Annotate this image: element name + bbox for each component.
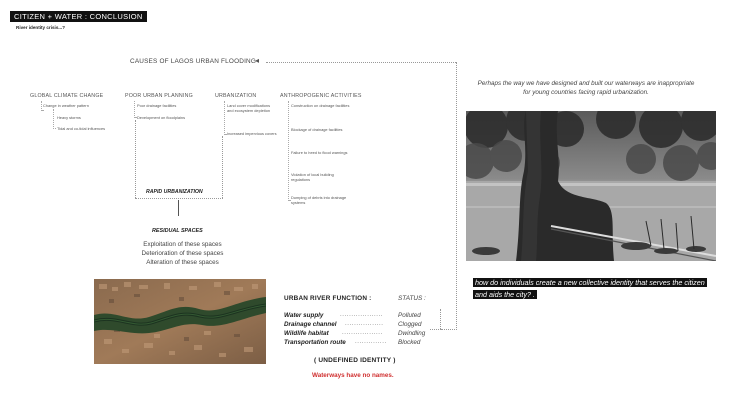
table-row xyxy=(284,339,346,346)
cause-item: Heavy storms xyxy=(57,115,81,120)
category-anthropogenic: ANTHROPOGENIC ACTIVITIES xyxy=(280,93,362,99)
tree-bracket xyxy=(53,109,56,129)
function-status: Clogged xyxy=(398,321,422,328)
function-name: Wildlife habitat xyxy=(284,330,329,337)
connector-line xyxy=(441,329,457,330)
function-status: Blocked xyxy=(398,339,421,346)
cause-item: Failure to heed to flood warnings xyxy=(291,150,348,155)
category-planning: POOR URBAN PLANNING xyxy=(125,93,193,99)
table-row xyxy=(284,321,337,328)
connector-line xyxy=(222,136,223,198)
tree-bracket xyxy=(41,101,43,111)
cause-item: Blockage of drainage facilities xyxy=(291,127,343,132)
connector-line xyxy=(440,309,441,329)
page-title: CITIZEN + WATER : CONCLUSION xyxy=(10,11,147,22)
consequence-item: Exploitation of these spaces xyxy=(143,241,222,248)
urban-river-function-title: URBAN RIVER FUNCTION : xyxy=(284,295,372,302)
causes-title: CAUSES OF LAGOS URBAN FLOODING xyxy=(130,58,257,65)
connector-line xyxy=(135,120,136,198)
river-photo xyxy=(466,111,716,261)
connector-line xyxy=(430,329,441,330)
research-question xyxy=(473,277,709,301)
page-subtitle: River identity crisis...? xyxy=(16,25,66,30)
function-status: Dwindling xyxy=(398,330,426,337)
consequence-item: Alteration of these spaces xyxy=(146,259,219,266)
connector-line xyxy=(456,62,457,330)
question-text: how do individuals create a new collective identity that serves the citizen and aids the city? . xyxy=(475,278,705,299)
function-status: Polluted xyxy=(398,312,421,319)
residual-spaces-label: RESIDUAL SPACES xyxy=(152,228,203,234)
function-name: Drainage channel xyxy=(284,321,337,328)
leader-dots: ................. xyxy=(345,321,384,327)
table-row xyxy=(284,330,329,337)
category-urbanization: URBANIZATION xyxy=(215,93,257,99)
leader-dots: ................... xyxy=(340,312,384,318)
tree-bracket xyxy=(224,101,226,135)
tree-bracket xyxy=(134,101,136,118)
status-header: STATUS : xyxy=(398,295,426,302)
consequence-item: Deterioration of these spaces xyxy=(141,250,224,257)
conclusion-text: Waterways have no names. xyxy=(312,372,394,379)
cause-item: Dumping of debris into drainage systems xyxy=(291,195,347,206)
arrow-left-icon: ◂ xyxy=(255,56,260,65)
category-climate: GLOBAL CLIMATE CHANGE xyxy=(30,93,104,99)
function-name: Water supply xyxy=(284,312,324,319)
cause-item: Increased impervious covers xyxy=(227,131,277,136)
cause-item: Development on floodplains xyxy=(137,115,186,120)
connector-line xyxy=(266,62,456,63)
cause-item: Violation of local building regulations xyxy=(291,172,334,183)
rapid-urbanization-label: RAPID URBANIZATION xyxy=(146,189,203,195)
leader-dots: .................. xyxy=(342,330,383,336)
cause-item: Poor drainage facilities xyxy=(137,103,177,108)
cause-item: Construction on drainage facilities xyxy=(291,103,350,108)
function-name: Transportation route xyxy=(284,339,346,346)
cause-item: Land cover modifications and ecosystem depletion xyxy=(227,103,271,114)
cause-item: Change in weather pattern xyxy=(43,103,89,108)
leader-dots: .............. xyxy=(355,339,387,345)
connector-line xyxy=(135,198,223,199)
design-quote: Perhaps the way we have designed and built our waterways are inappropriate for young countries facing rapid urbanization. xyxy=(477,80,695,96)
aerial-river-image xyxy=(94,279,266,364)
undefined-identity-label: ( UNDEFINED IDENTITY ) xyxy=(314,357,396,364)
cause-item: Tidal and co-tidal influences xyxy=(57,126,106,131)
table-row xyxy=(284,312,323,319)
tree-bracket xyxy=(288,101,290,201)
connector-line xyxy=(178,200,179,216)
